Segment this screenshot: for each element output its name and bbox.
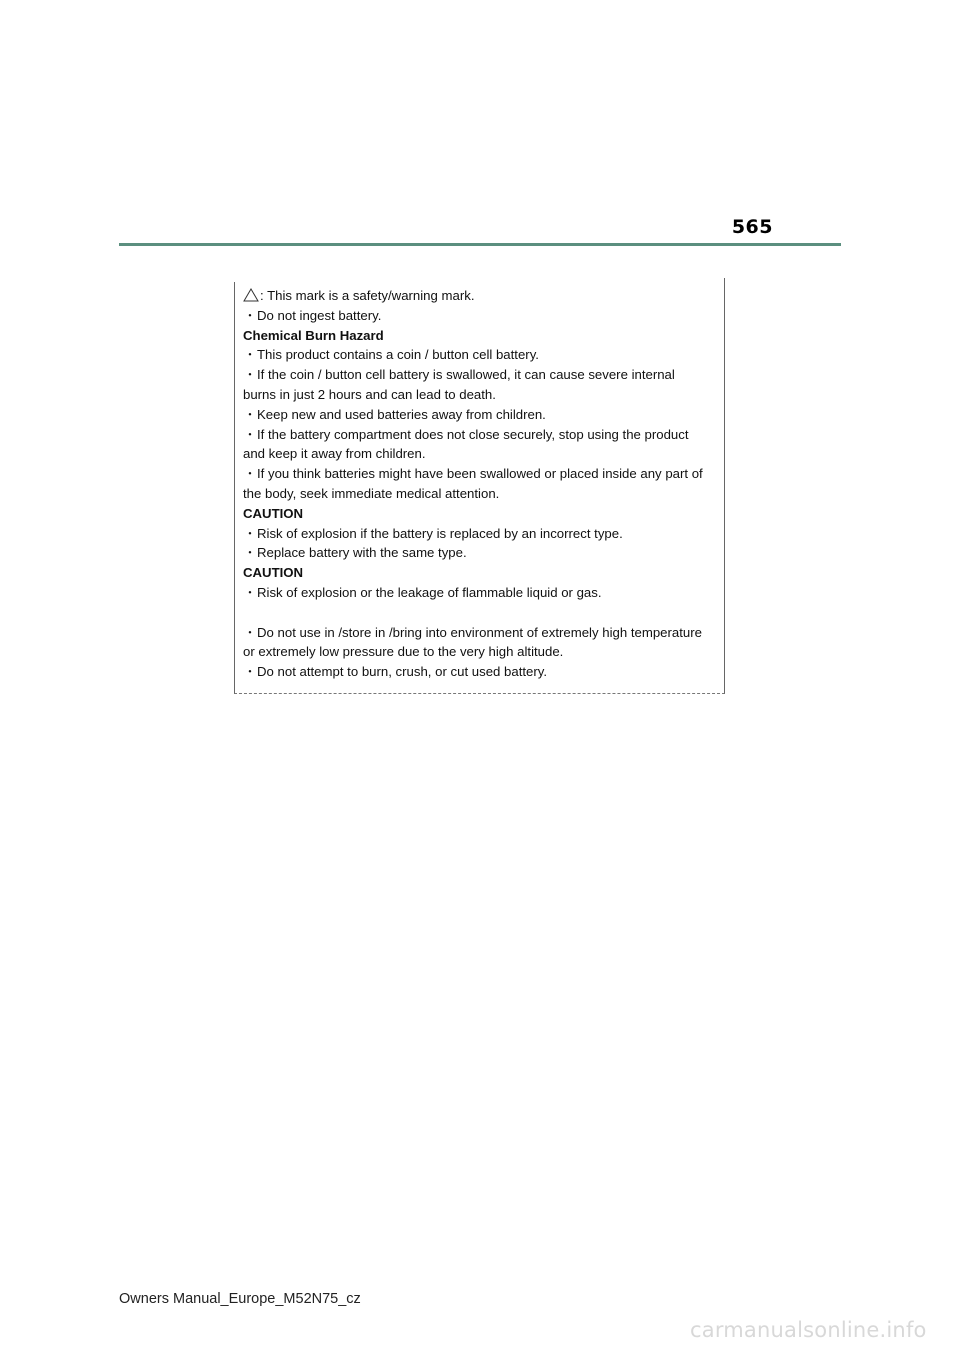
notice-heading	[243, 504, 718, 524]
notice-line-text: If the coin / button cell battery is swallowed, it can cause severe internal	[257, 367, 675, 383]
bullet-icon: ・	[243, 584, 257, 600]
notice-line-text: or extremely low pressure due to the very high altitude.	[243, 644, 564, 660]
warning-mark-line	[243, 286, 718, 306]
notice-line-text: If you think batteries might have been swallowed or placed inside any part of	[257, 466, 703, 482]
notice-text-line	[243, 484, 718, 504]
bullet-icon: ・	[243, 466, 257, 482]
notice-bullet-item	[243, 662, 718, 682]
battery-warning-notice	[234, 282, 725, 694]
notice-line-text: Do not attempt to burn, crush, or cut used battery.	[257, 664, 548, 680]
bullet-icon: ・	[243, 307, 257, 323]
bullet-icon: ・	[243, 525, 257, 541]
notice-line-text: Chemical Burn Hazard	[243, 327, 384, 343]
warning-mark-text: : This mark is a safety/warning mark.	[260, 288, 475, 303]
warning-triangle-icon	[243, 288, 259, 302]
page-number: 565	[731, 216, 773, 238]
header-rule	[119, 243, 841, 246]
notice-line-text: burns in just 2 hours and can lead to death.	[243, 386, 496, 402]
notice-line-text: Do not ingest battery.	[257, 307, 382, 323]
notice-bullet-item	[243, 524, 718, 544]
notice-text-line	[243, 444, 718, 464]
notice-bullet-item	[243, 543, 718, 563]
notice-bullet-item	[243, 365, 718, 385]
notice-bullet-item	[243, 623, 718, 643]
bullet-icon: ・	[243, 406, 257, 422]
notice-heading	[243, 326, 718, 346]
footer-manual-id: Owners Manual_Europe_M52N75_cz	[119, 1291, 361, 1307]
notice-text-line	[243, 385, 718, 405]
notice-content	[243, 286, 718, 682]
bullet-icon: ・	[243, 367, 257, 383]
notice-line-text: Risk of explosion if the battery is replaced by an incorrect type.	[257, 525, 623, 541]
notice-line-text: Risk of explosion or the leakage of flammable liquid or gas.	[257, 584, 602, 600]
notice-line-text: Do not use in /store in /bring into environment of extremely high temperature	[257, 624, 702, 640]
notice-line-text: and keep it away from children.	[243, 446, 426, 462]
notice-line-text: This product contains a coin / button cell battery.	[257, 347, 539, 363]
notice-bullet-item	[243, 345, 718, 365]
notice-heading	[243, 563, 718, 583]
bullet-icon: ・	[243, 624, 257, 640]
notice-line-text: CAUTION	[243, 565, 304, 581]
notice-line-text: the body, seek immediate medical attention.	[243, 485, 500, 501]
notice-line-text: Replace battery with the same type.	[257, 545, 467, 561]
notice-bullet-item	[243, 405, 718, 425]
notice-blank-line	[243, 603, 718, 623]
bullet-icon: ・	[243, 664, 257, 680]
notice-line-text: Keep new and used batteries away from children.	[257, 406, 546, 422]
bullet-icon: ・	[243, 347, 257, 363]
notice-bullet-item	[243, 583, 718, 603]
notice-bullet-item	[243, 306, 718, 326]
bullet-icon: ・	[243, 545, 257, 561]
notice-line-text: CAUTION	[243, 505, 304, 521]
notice-bullet-item	[243, 464, 718, 484]
notice-bullet-item	[243, 425, 718, 445]
watermark: carmanualsonline.info	[690, 1318, 927, 1342]
notice-line-text: If the battery compartment does not close securely, stop using the product	[257, 426, 689, 442]
bullet-icon: ・	[243, 426, 257, 442]
notice-text-line	[243, 642, 718, 662]
